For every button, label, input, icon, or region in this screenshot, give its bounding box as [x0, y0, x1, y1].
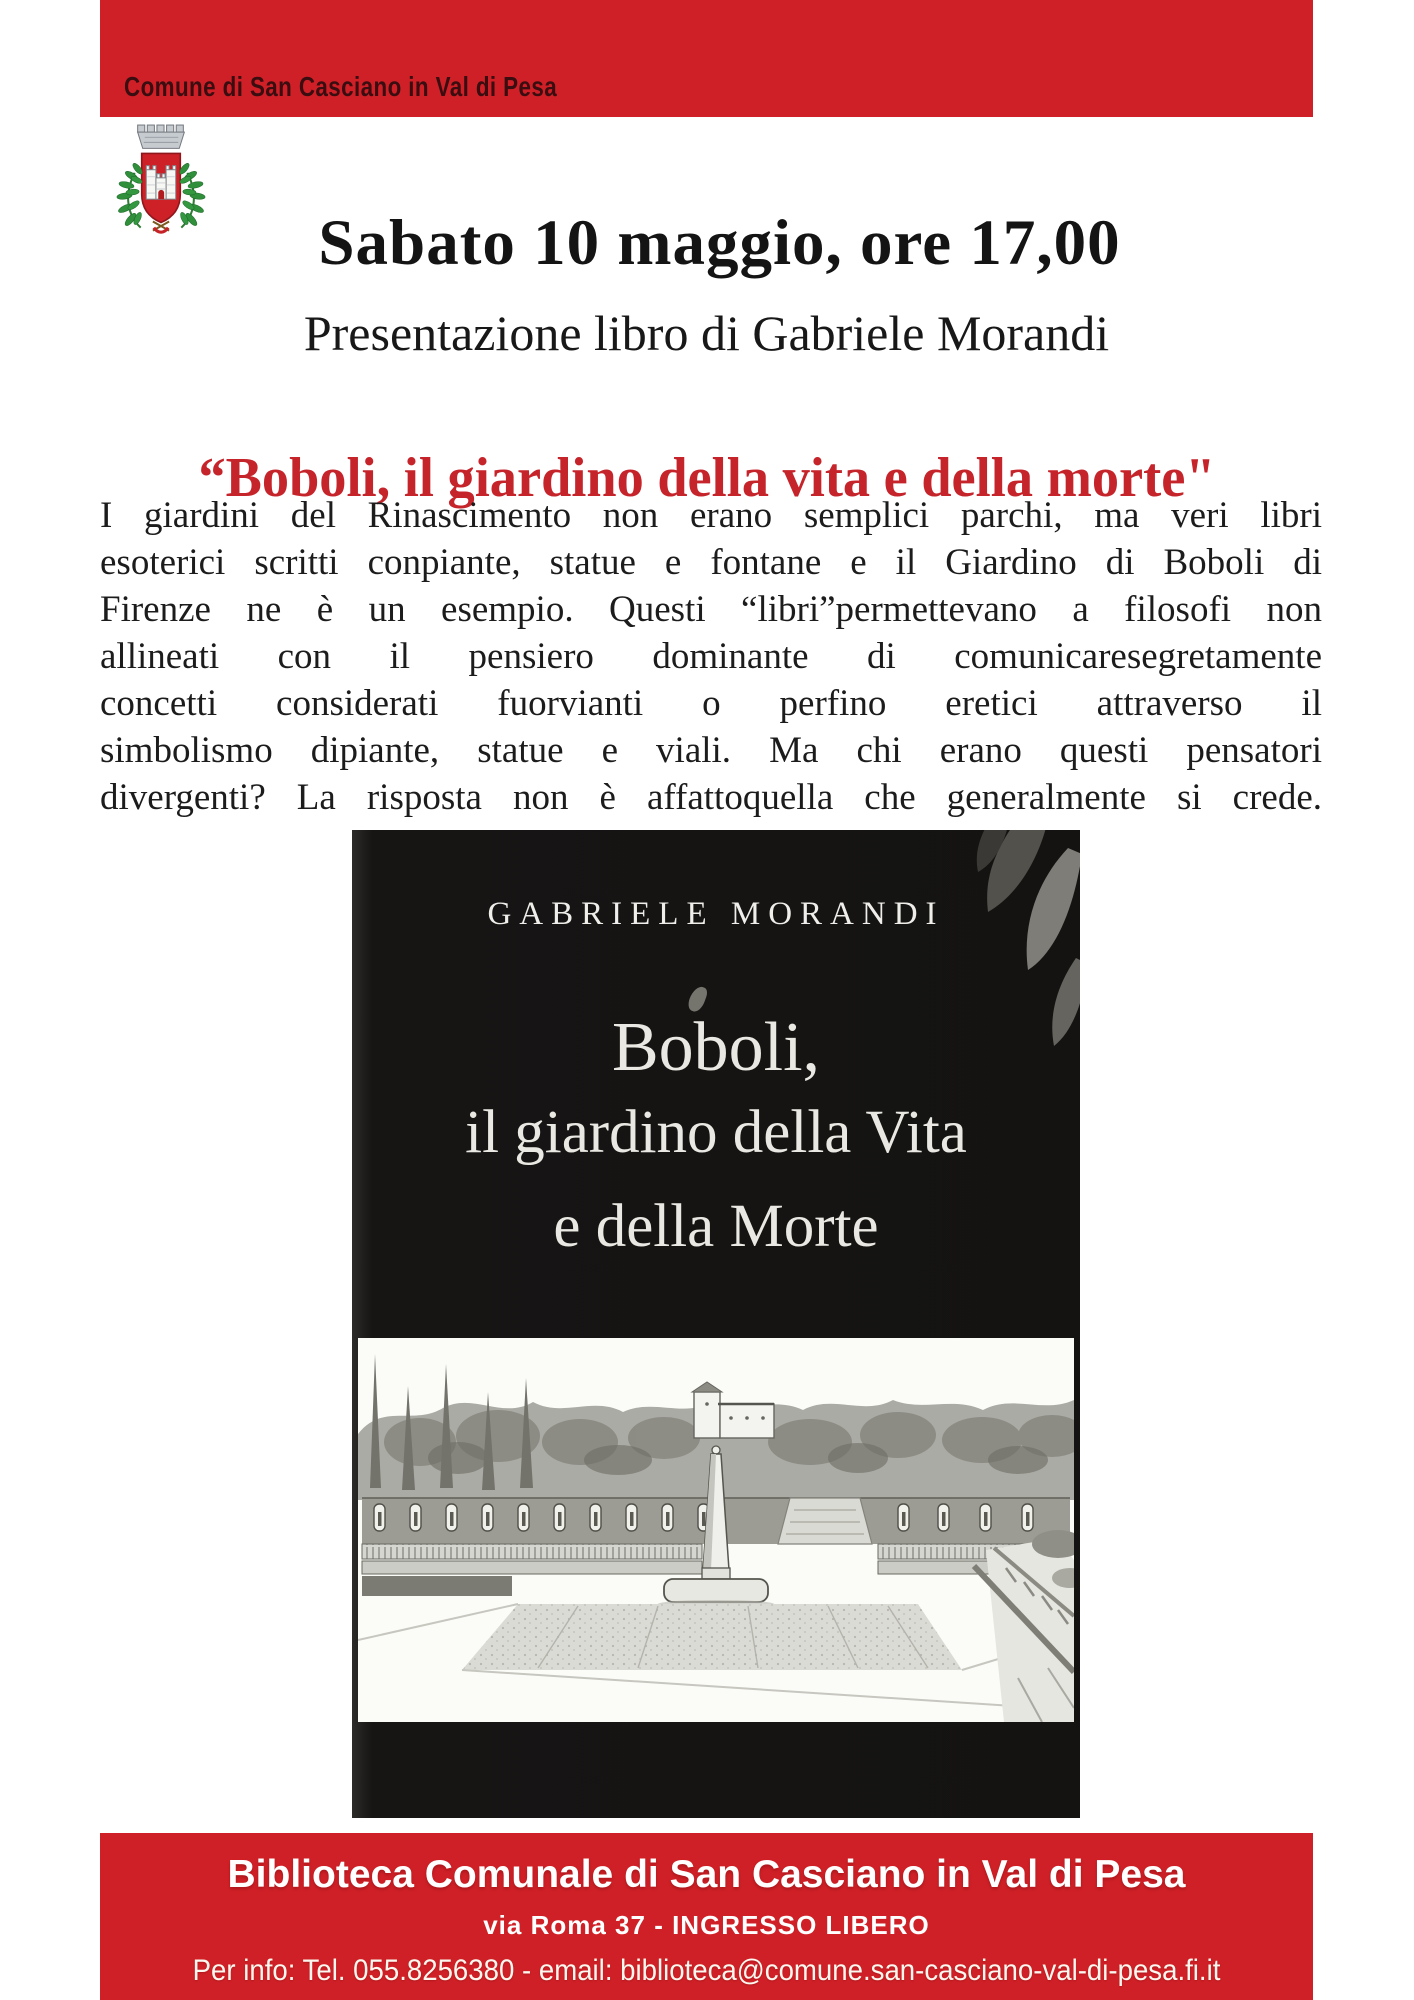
municipality-label: Comune di San Casciano in Val di Pesa — [124, 71, 558, 102]
boboli-garden-illustration — [358, 1338, 1074, 1722]
book-title-line-1: Boboli, — [611, 1009, 821, 1086]
paragraph-line: allineati con il pensiero dominante di comunicaresegretamente — [100, 636, 1322, 677]
paragraph-line: divergenti? La risposta non è affattoquella che generalmente si crede. — [100, 777, 1322, 818]
event-subtitle: Presentazione libro di Gabriele Morandi — [303, 304, 1110, 361]
footer-red-bar — [100, 1833, 1313, 2000]
top-red-bar — [100, 0, 1313, 117]
book-cover — [352, 830, 1080, 1818]
paragraph-line: concetti considerati fuorvianti o perfino eretici attraverso il — [100, 683, 1322, 724]
book-title-line-2: il giardino della Vita — [465, 1099, 967, 1166]
address-line: via Roma 37 - INGRESSO LIBERO — [483, 1910, 930, 1940]
contact-info: Per info: Tel. 055.8256380 - email: biblioteca@comune.san-casciano-val-di-pesa.fi.it — [192, 1954, 1221, 1987]
paragraph-line: simbolismo dipiante, statue e viali. Ma chi erano questi pensatori — [100, 730, 1322, 771]
library-name: Biblioteca Comunale di San Casciano in Val di Pesa — [227, 1853, 1186, 1896]
paragraph-line: I giardini del Rinascimento non erano semplici parchi, ma veri libri — [100, 495, 1322, 536]
crown — [138, 125, 185, 148]
book-author: GABRIELE MORANDI — [487, 896, 945, 932]
paragraph-line: Firenze ne è un esempio. Questi “libri”permettevano a filosofi non — [100, 589, 1322, 630]
book-title-line-3: e della Morte — [553, 1193, 879, 1260]
event-datetime-title: Sabato 10 maggio, ore 17,00 — [318, 206, 1121, 279]
book-title-quote: “Boboli, il giardino della vita e della morte" — [198, 447, 1216, 509]
description-paragraph — [100, 492, 1322, 821]
paragraph-line: esoterici scritti conpiante, statue e fontane e il Giardino di Boboli di — [100, 542, 1322, 583]
